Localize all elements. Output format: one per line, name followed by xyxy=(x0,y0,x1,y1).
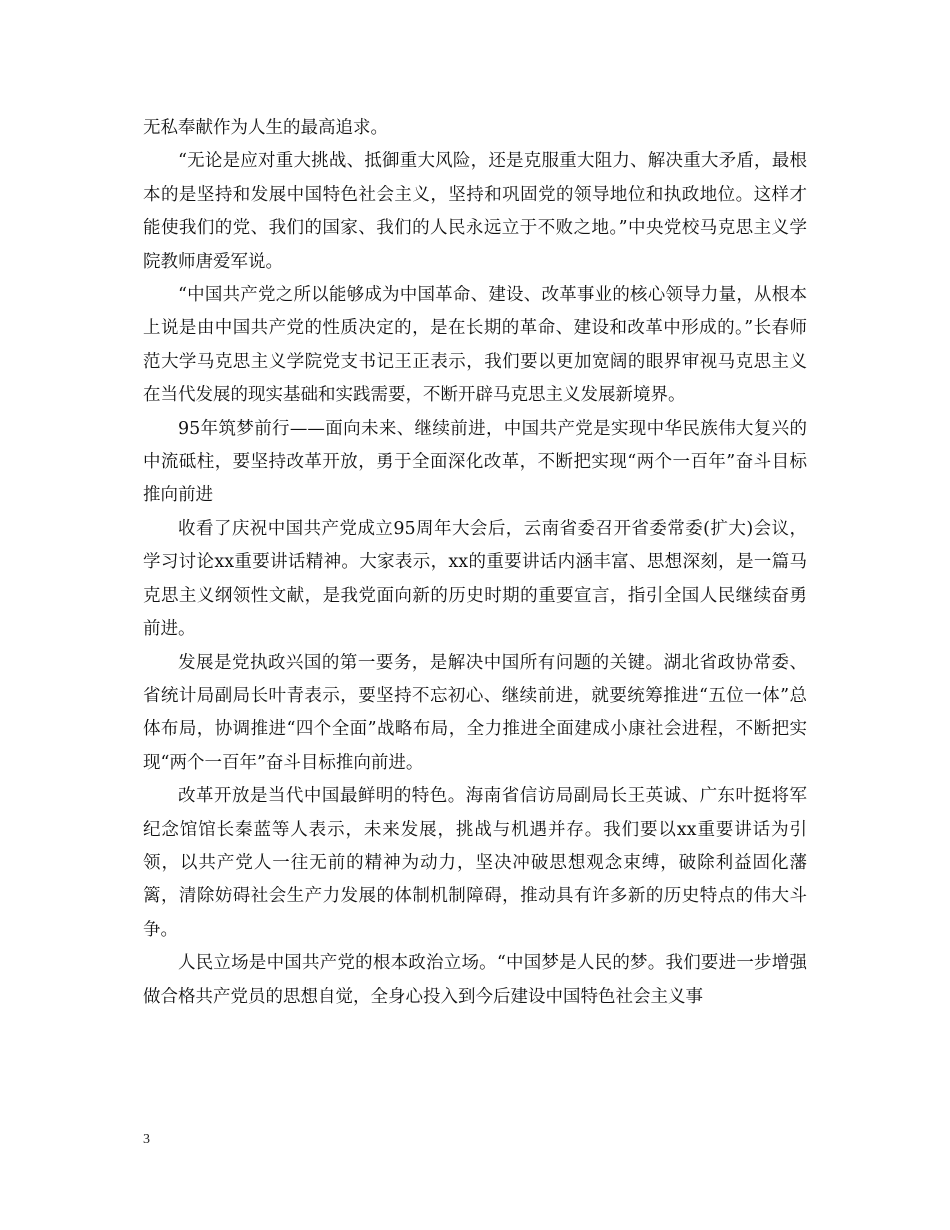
page-number: 3 xyxy=(143,1132,150,1147)
paragraph: “中国共产党之所以能够成为中国革命、建设、改革事业的核心领导力量，从根本上说是由中国共产党的性质决定的，是在长期的革命、建设和改革中形成的。”长春师范大学马克思主义学院党支书记王正表示，我们要以更加宽阔的眼界审视马克思主义在当代发展的现实基础和实践需要，不断开辟马克思主义发展新境界。 xyxy=(143,285,807,406)
document-body xyxy=(143,112,807,1014)
paragraph: 95年筑梦前行——面向未来、继续前进，中国共产党是实现中华民族伟大复兴的中流砥柱，要坚持改革开放，勇于全面深化改革，不断把实现“两个一百年”奋斗目标推向前进 xyxy=(143,418,807,506)
paragraph: 发展是党执政兴国的第一要务，是解决中国所有问题的关键。湖北省政协常委、省统计局副局长叶青表示，要坚持不忘初心、继续前进，就要统筹推进“五位一体”总体布局，协调推进“四个全面”战略布局，全力推进全面建成小康社会进程，不断把实现“两个一百年”奋斗目标推向前进。 xyxy=(143,652,807,773)
paragraph: 无私奉献作为人生的最高追求。 xyxy=(143,118,388,138)
paragraph: 收看了庆祝中国共产党成立95周年大会后，云南省委召开省委常委(扩大)会议，学习讨论xx重要讲话精神。大家表示，xx的重要讲话内涵丰富、思想深刻，是一篇马克思主义纲领性文献，是我党面向新的历史时期的重要宣言，指引全国人民继续奋勇前进。 xyxy=(143,518,807,640)
paragraph: 改革开放是当代中国最鲜明的特色。海南省信访局副局长王英诚、广东叶挺将军纪念馆馆长秦蓝等人表示，未来发展，挑战与机遇并存。我们要以xx重要讲话为引领，以共产党人一往无前的精神为动力，坚决冲破思想观念束缚，破除利益固化藩篱，清除妨碍社会生产力发展的体制机制障碍，推动具有许多新的历史特点的伟大斗争。 xyxy=(143,786,807,940)
paragraph: “无论是应对重大挑战、抵御重大风险，还是克服重大阻力、解决重大矛盾，最根本的是坚持和发展中国特色社会主义，坚持和巩固党的领导地位和执政地位。这样才能使我们的党、我们的国家、我们的人民永远立于不败之地。”中央党校马克思主义学院教师唐爱军说。 xyxy=(143,151,807,272)
paragraph: 人民立场是中国共产党的根本政治立场。“中国梦是人民的梦。我们要进一步增强做合格共产党员的思想自觉，全身心投入到今后建设中国特色社会主义事 xyxy=(143,953,807,1007)
